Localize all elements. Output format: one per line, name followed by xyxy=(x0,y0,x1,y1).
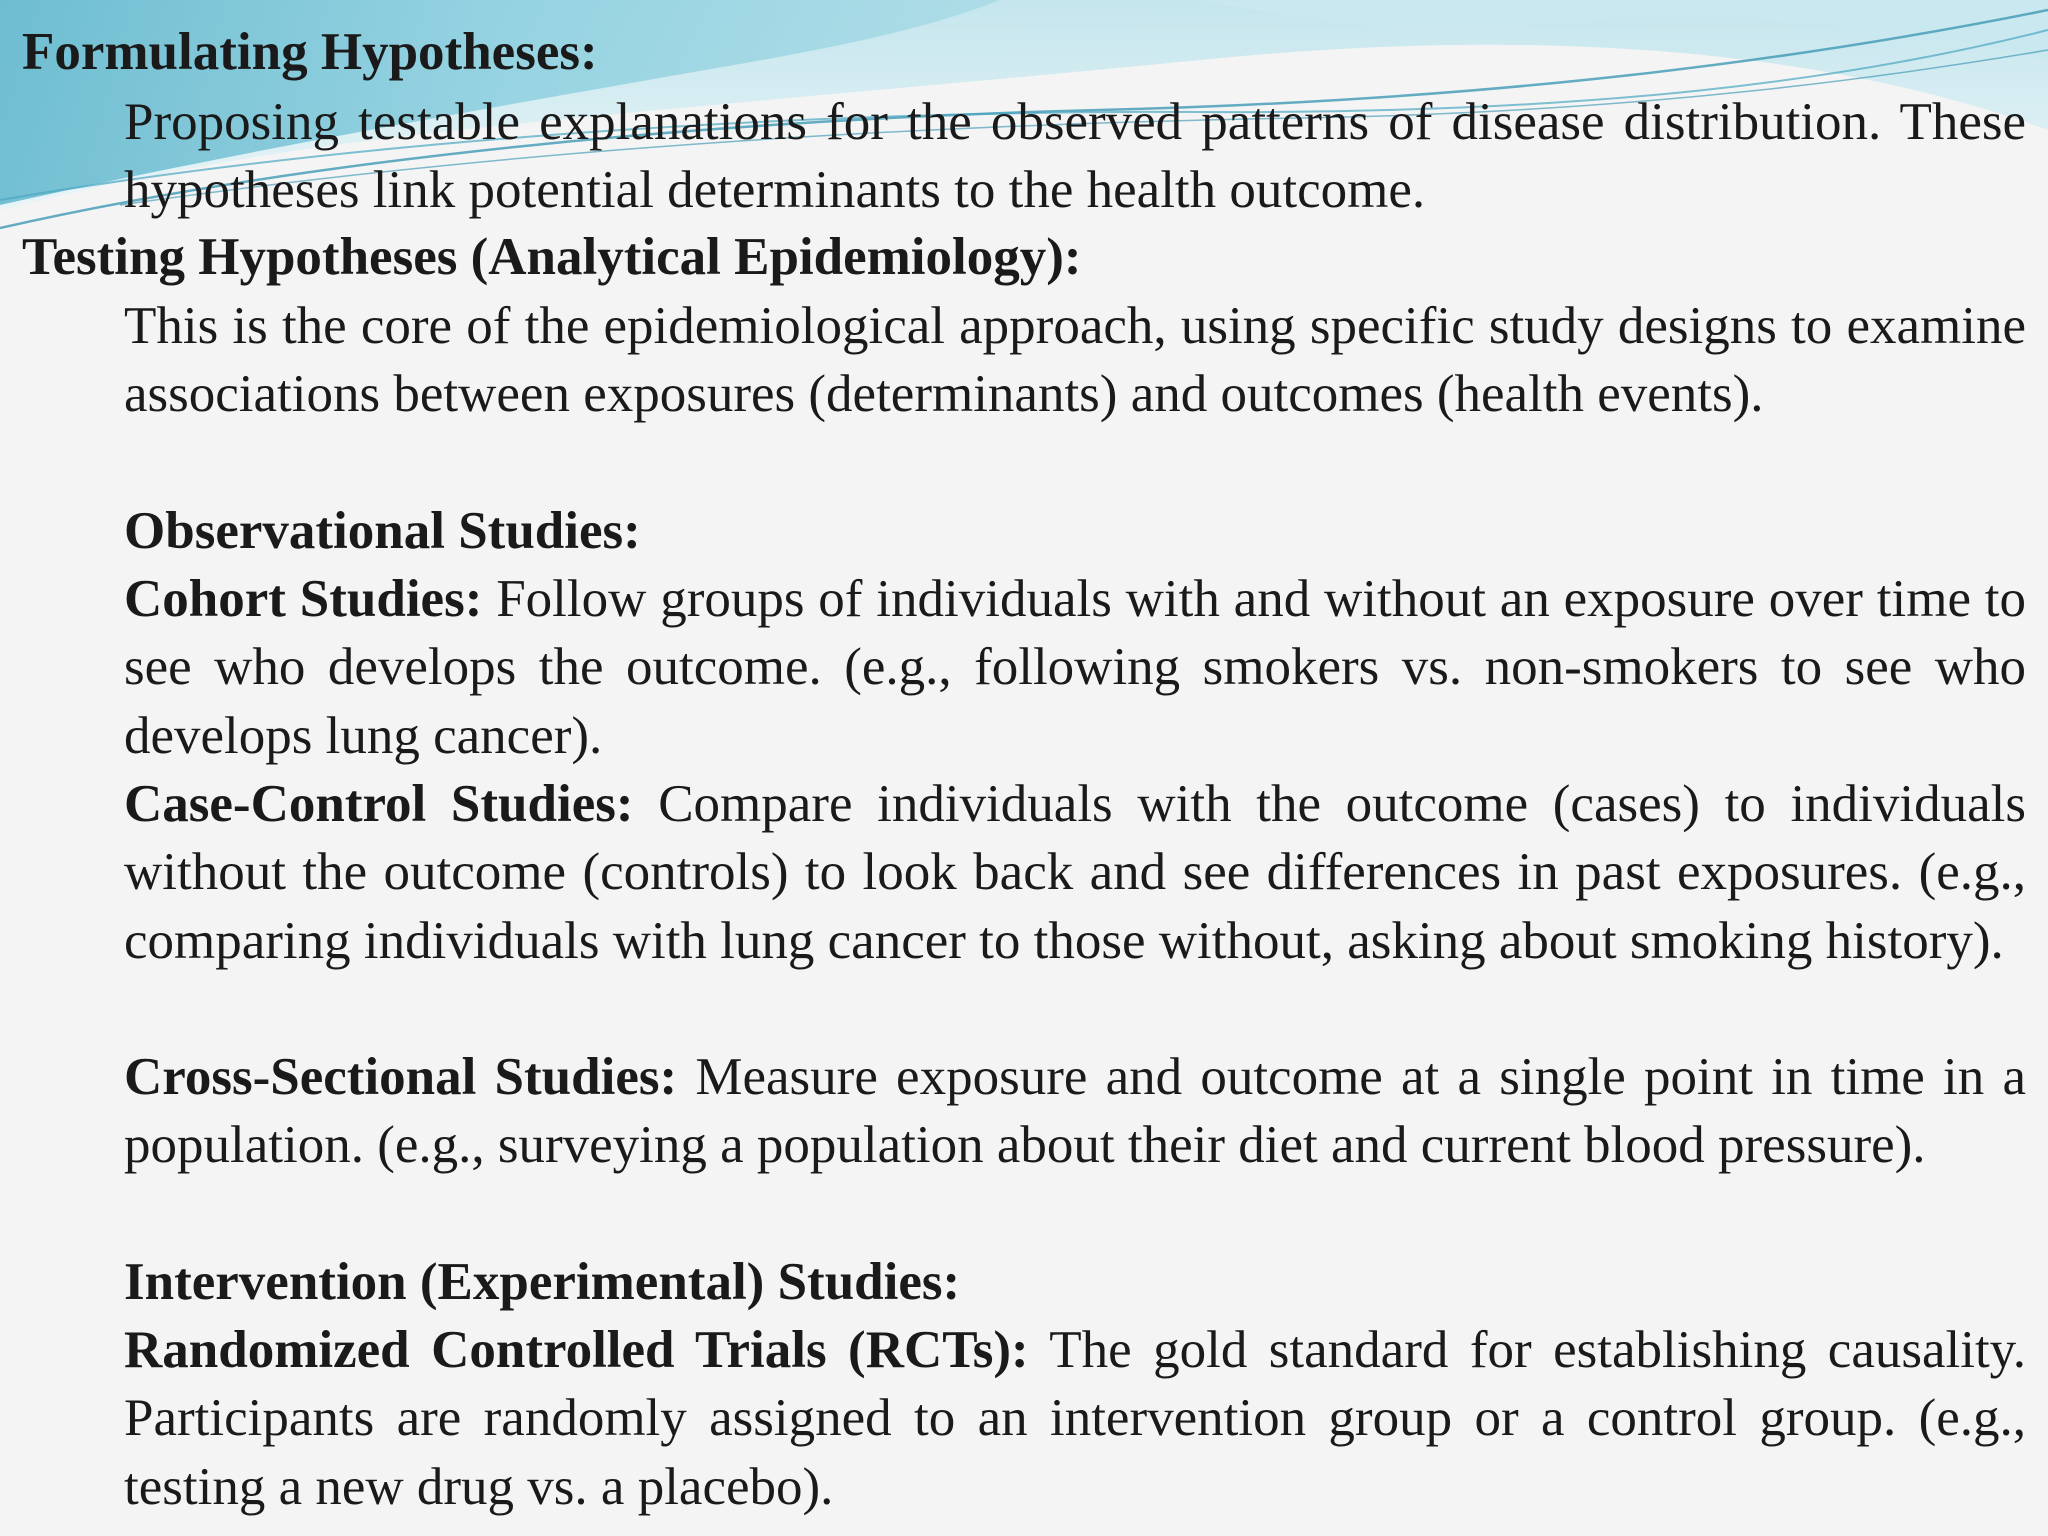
cross-sectional-studies-item xyxy=(124,1043,2026,1180)
testing-hypotheses-heading: Testing Hypotheses (Analytical Epidemiology): xyxy=(22,228,1082,286)
cohort-studies-text: Follow groups of individuals with and without an exposure over time to see who develops the outcome. (e.g., following smokers vs. non-smokers to see who develops lung cancer). xyxy=(124,570,2027,765)
case-control-studies-text: Compare individuals with the outcome (cases) to individuals without the outcome (controls) to look back and see differences in past exposures. (e.g., comparing individuals with lung cancer to those without, asking about smoking history). xyxy=(124,775,2027,970)
formulating-hypotheses-body: Proposing testable explanations for the observed patterns of disease distribution. These hypotheses link potential determinants to the health outcome. xyxy=(124,93,2026,220)
intervention-studies-heading xyxy=(124,1248,2026,1316)
observational-studies-heading xyxy=(124,497,2026,565)
rct-text: The gold standard for establishing causality. Participants are randomly assigned to an intervention group or a control group. (e.g., testing a new drug vs. a placebo). xyxy=(124,1321,2026,1516)
formulating-hypotheses-heading: Formulating Hypotheses: xyxy=(22,23,598,81)
rct-item xyxy=(124,1316,2026,1521)
cohort-studies-term: Cohort Studies: xyxy=(124,570,483,628)
cohort-studies-item xyxy=(124,565,2026,770)
cross-sectional-studies-text: Measure exposure and outcome at a single point in time in a population. (e.g., surveying a population about their diet and current blood pressure). xyxy=(124,1048,2026,1175)
observational-studies-title: Observational Studies: xyxy=(124,502,641,560)
rct-term: Randomized Controlled Trials (RCTs): xyxy=(124,1321,1029,1379)
case-control-studies-item xyxy=(124,770,2026,975)
testing-hypotheses-body: This is the core of the epidemiological approach, using specific study designs to examine associations between exposures (determinants) and outcomes (health events). xyxy=(124,297,2026,424)
intervention-studies-title: Intervention (Experimental) Studies: xyxy=(124,1253,961,1311)
cross-sectional-studies-term: Cross-Sectional Studies: xyxy=(124,1048,678,1106)
case-control-studies-term: Case-Control Studies: xyxy=(124,775,634,833)
